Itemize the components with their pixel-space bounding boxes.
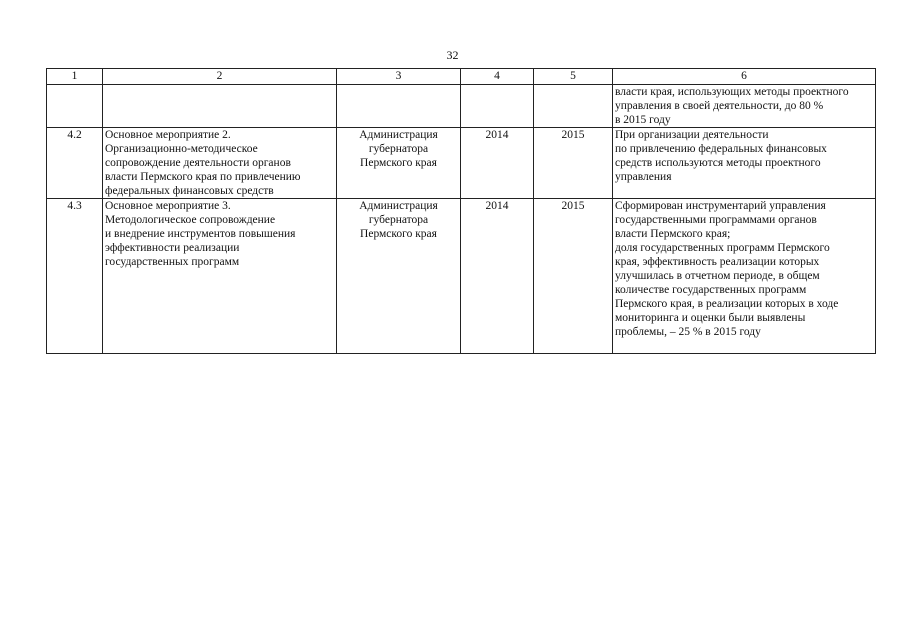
end-year-cell: 2015 bbox=[534, 128, 613, 199]
row-number-cell: 4.2 bbox=[47, 128, 103, 199]
result-cell: При организации деятельности по привлечению федеральных финансовых средств используются методы проектного управления bbox=[613, 128, 876, 199]
page-number: 32 bbox=[446, 48, 459, 62]
result-cell: Сформирован инструментарий управления государственными программами органов власти Пермского края; доля государственных программ Пермского края, эффективность реализации которых улучшилась в отчетном периоде, в общем количестве государственных программ Пермского края, в реализации которых в ходе мониторинга и оценки были выявлены проблемы, – 25 % в 2015 году bbox=[613, 199, 876, 354]
row-number-cell: 4.3 bbox=[47, 199, 103, 354]
table-row-continuation bbox=[47, 85, 876, 128]
start-year-cell bbox=[461, 85, 534, 128]
activities-table bbox=[46, 68, 876, 354]
executor-cell: Администрация губернатора Пермского края bbox=[337, 128, 461, 199]
executor-cell: Администрация губернатора Пермского края bbox=[337, 199, 461, 354]
start-year-cell: 2014 bbox=[461, 128, 534, 199]
activity-cell: Основное мероприятие 2. Организационно-методическое сопровождение деятельности органов власти Пермского края по привлечению федеральных финансовых средств bbox=[103, 128, 337, 199]
result-cell: власти края, использующих методы проектного управления в своей деятельности, до 80 % в 2015 году bbox=[613, 85, 876, 128]
column-header-5: 5 bbox=[534, 69, 613, 85]
column-header-3: 3 bbox=[337, 69, 461, 85]
column-header-6: 6 bbox=[613, 69, 876, 85]
table-row-4-2 bbox=[47, 128, 876, 199]
activity-cell: Основное мероприятие 3. Методологическое сопровождение и внедрение инструментов повышения эффективности реализации государственных программ bbox=[103, 199, 337, 354]
row-number-cell bbox=[47, 85, 103, 128]
column-header-1: 1 bbox=[47, 69, 103, 85]
end-year-cell: 2015 bbox=[534, 199, 613, 354]
column-header-4: 4 bbox=[461, 69, 534, 85]
column-header-2: 2 bbox=[103, 69, 337, 85]
table-row-4-3 bbox=[47, 199, 876, 354]
start-year-cell: 2014 bbox=[461, 199, 534, 354]
table-header-row bbox=[47, 69, 876, 85]
activity-cell bbox=[103, 85, 337, 128]
executor-cell bbox=[337, 85, 461, 128]
end-year-cell bbox=[534, 85, 613, 128]
